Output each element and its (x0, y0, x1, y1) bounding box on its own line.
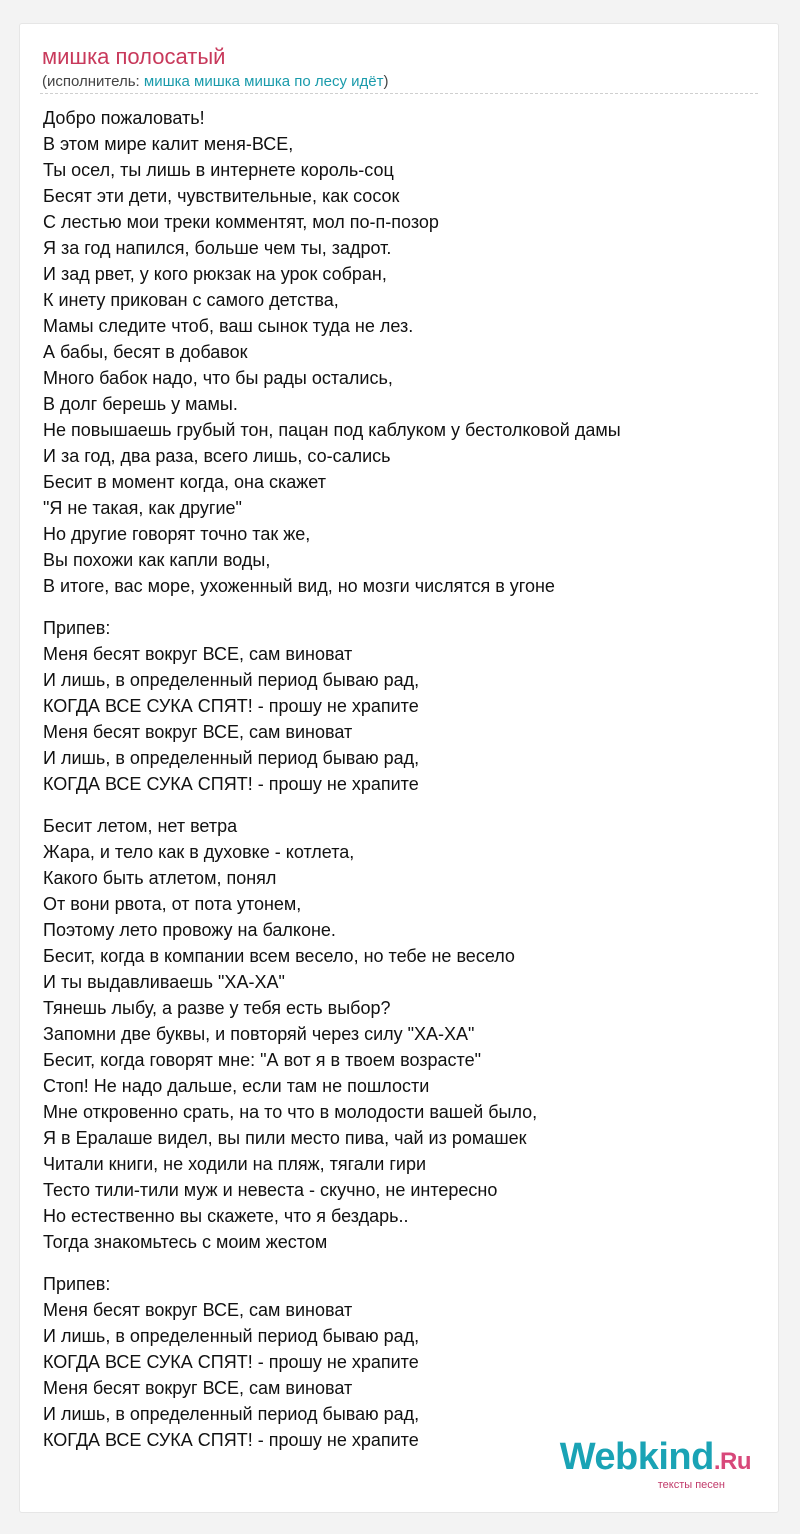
lyrics-body (43, 105, 753, 1453)
site-logo[interactable] (560, 1438, 751, 1491)
lyric-line: "Я не такая, как другие" (43, 498, 242, 518)
lyric-line: Но другие говорят точно так же, (43, 524, 311, 544)
lyric-line: Запомни две буквы, и повторяй через силу "ХА-ХА" (43, 1024, 475, 1044)
lyric-line: Бесит летом, нет ветра (43, 816, 238, 836)
lyric-line: А бабы, бесят в добавок (43, 342, 248, 362)
artist-link[interactable]: мишка мишка мишка по лесу идёт (143, 73, 384, 90)
logo-name: Webkind (559, 1436, 714, 1478)
lyric-line: Ты осел, ты лишь в интернете король-соц (43, 160, 394, 180)
stanza-gap (43, 1255, 753, 1271)
lyric-line: Жара, и тело как в духовке - котлета, (43, 842, 355, 862)
lyric-line: Я в Ералаше видел, вы пили место пива, чай из ромашек (43, 1128, 527, 1148)
stanza-gap (43, 797, 753, 813)
lyric-line: Не повышаешь грубый тон, пацан под каблуком у бестолковой дамы (43, 420, 621, 440)
lyric-line: КОГДА ВСЕ СУКА СПЯТ! - прошу не храпите (43, 696, 419, 716)
lyric-line: Меня бесят вокруг ВСЕ, сам виноват (43, 1378, 353, 1398)
lyric-line: Тянешь лыбу, а разве у тебя есть выбор? (43, 998, 391, 1018)
lyric-line: И лишь, в определенный период бываю рад, (43, 670, 420, 690)
lyric-line: И лишь, в определенный период бываю рад, (43, 1404, 420, 1424)
lyric-line: Тогда знакомьтесь с моим жестом (43, 1232, 328, 1252)
lyric-line: Вы похожи как капли воды, (43, 550, 271, 570)
lyric-line: Бесят эти дети, чувствительные, как сосок (43, 186, 400, 206)
lyric-line: Поэтому лето провожу на балконе. (43, 920, 336, 940)
lyric-line: С лестью мои треки комментят, мол по-п-позор (43, 212, 439, 232)
lyric-line: Мамы следите чтоб, ваш сынок туда не лез. (43, 316, 414, 336)
lyric-line: Читали книги, не ходили на пляж, тягали гири (43, 1154, 427, 1174)
lyric-line: Меня бесят вокруг ВСЕ, сам виноват (43, 644, 353, 664)
lyric-line: Мне откровенно срать, на то что в молодости вашей было, (43, 1102, 538, 1122)
lyric-line: Бесит, когда говорят мне: "А вот я в твоем возрасте" (43, 1050, 481, 1070)
lyric-line: Я за год напился, больше чем ты, задрот. (43, 238, 392, 258)
lyric-line: В итоге, вас море, ухоженный вид, но мозги числятся в угоне (43, 576, 555, 596)
lyric-line: Припев: (43, 1274, 111, 1294)
logo-tld: .Ru (713, 1448, 751, 1475)
logo-wordmark (560, 1438, 751, 1481)
lyric-line: К инету прикован с самого детства, (43, 290, 339, 310)
logo-tagline: тексты песен (657, 1479, 725, 1491)
lyric-line: И зад рвет, у кого рюкзак на урок собран, (43, 264, 387, 284)
artist-line (42, 73, 389, 91)
song-title: мишка полосатый (42, 44, 226, 69)
lyric-line: Какого быть атлетом, понял (43, 868, 277, 888)
lyric-line: Тесто тили-тили муж и невеста - скучно, не интересно (43, 1180, 498, 1200)
lyric-line: КОГДА ВСЕ СУКА СПЯТ! - прошу не храпите (43, 1430, 419, 1450)
lyric-line: Меня бесят вокруг ВСЕ, сам виноват (43, 722, 353, 742)
lyric-line: Бесит в момент когда, она скажет (43, 472, 326, 492)
lyrics-card (20, 24, 778, 1512)
lyric-line: И лишь, в определенный период бываю рад, (43, 1326, 420, 1346)
lyric-line: От вони рвота, от пота утонем, (43, 894, 302, 914)
lyric-line: КОГДА ВСЕ СУКА СПЯТ! - прошу не храпите (43, 1352, 419, 1372)
lyric-line: И за год, два раза, всего лишь, со-сались (43, 446, 391, 466)
lyric-line: Но естественно вы скажете, что я бездарь.. (43, 1206, 409, 1226)
lyric-line: КОГДА ВСЕ СУКА СПЯТ! - прошу не храпите (43, 774, 419, 794)
lyric-line: Припев: (43, 618, 111, 638)
artist-suffix: ) (383, 73, 389, 90)
lyric-line: Меня бесят вокруг ВСЕ, сам виноват (43, 1300, 353, 1320)
lyric-line: Бесит, когда в компании всем весело, но тебе не весело (43, 946, 515, 966)
title-divider (40, 93, 758, 94)
lyric-line: Добро пожаловать! (43, 108, 205, 128)
lyric-line: Много бабок надо, что бы рады остались, (43, 368, 393, 388)
lyric-line: В этом мире калит меня-ВСЕ, (43, 134, 294, 154)
lyric-line: В долг берешь у мамы. (43, 394, 238, 414)
lyric-line: И ты выдавливаешь "ХА-ХА" (43, 972, 285, 992)
lyric-line: Стоп! Не надо дальше, если там не пошлости (43, 1076, 430, 1096)
artist-prefix: (исполнитель: (42, 73, 144, 90)
stanza-gap (43, 599, 753, 615)
lyric-line: И лишь, в определенный период бываю рад, (43, 748, 420, 768)
